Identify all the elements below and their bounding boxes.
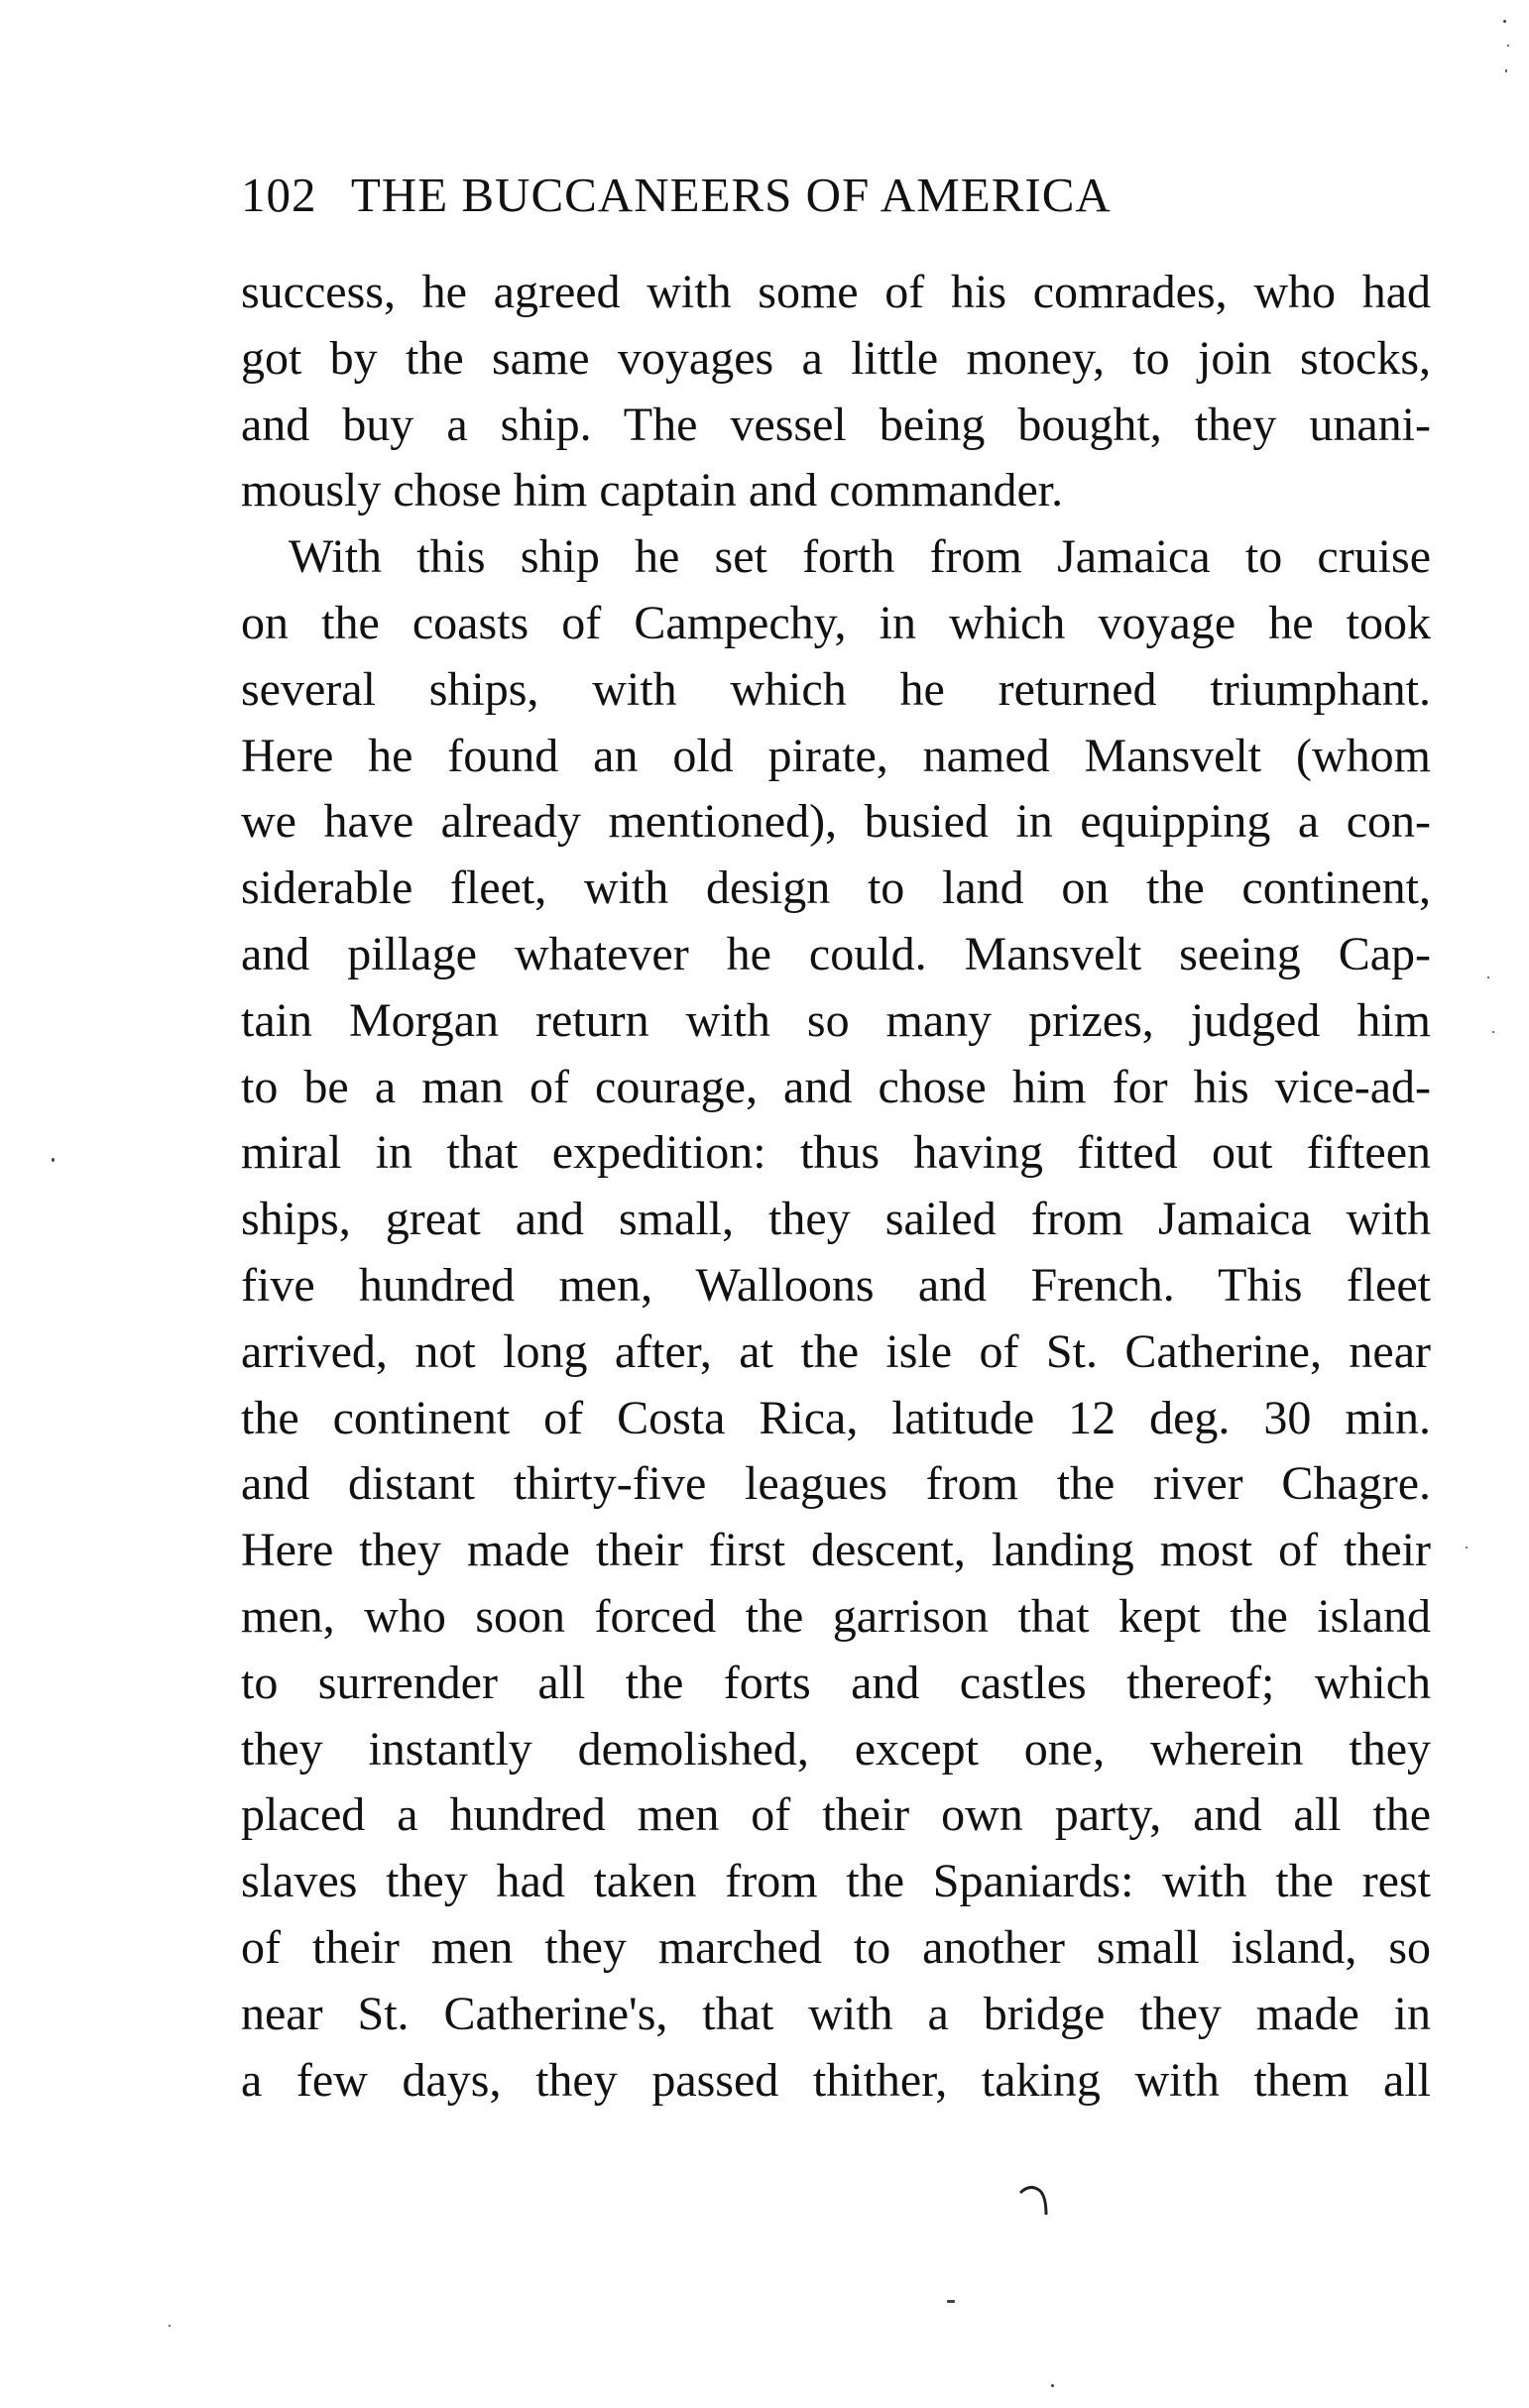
text-line: slaves they had taken from the Spaniards: with the rest [241,1855,1431,1908]
text-line: men, who soon forced the garrison that kept the island [241,1589,1431,1643]
body-text [241,260,1431,2114]
stray-mark [1016,2181,1056,2221]
text-line: ships, great and small, they sailed from Jamaica with [241,1193,1431,1246]
text-line: five hundred men, Walloons and French. This fleet [241,1258,1431,1312]
running-head [241,167,1332,236]
text-line: they instantly demolished, except one, wherein they [241,1722,1431,1776]
paragraph [241,260,1431,524]
text-line: Here he found an old pirate, named Mansvelt (whom [241,729,1431,782]
speck [1503,20,1506,23]
speck [169,2325,171,2327]
speck [1505,69,1507,72]
text-line: we have already mentioned), busied in equipping a con- [241,795,1431,849]
text-line: and distant thirty-five leagues from the river Chagre. [241,1457,1431,1511]
text-line: near St. Catherine's, that with a bridge they made in [241,1987,1431,2040]
speck [1466,1547,1468,1548]
text-line: got by the same voyages a little money, to join stocks, [241,331,1431,385]
text-line: to surrender all the forts and castles thereof; which [241,1656,1431,1709]
text-line: mously chose him captain and commander. [241,464,1064,517]
paragraph [241,524,1431,2114]
speck [1051,2384,1054,2387]
speck [1507,45,1509,47]
text-line: Here they made their first descent, landing most of their [241,1524,1431,1577]
text-line: tain Morgan return with so many prizes, judged him [241,993,1431,1047]
text-line: siderable fleet, with design to land on the continent, [241,861,1431,915]
page-number: 102 [241,168,317,222]
speck [947,2300,955,2303]
speck [52,1158,55,1162]
text-line: and buy a ship. The vessel being bought, they unani- [241,398,1431,451]
text-line: miral in that expedition: thus having fitted out fifteen [241,1126,1431,1180]
text-line: to be a man of courage, and chose him for his vice-ad- [241,1060,1431,1113]
text-line: several ships, with which he returned triumphant. [241,662,1431,716]
text-line: success, he agreed with some of his comrades, who had [241,266,1431,318]
text-line: With this ship he set forth from Jamaica to cruise [289,530,1431,584]
text-line: and pillage whatever he could. Mansvelt seeing Cap- [241,927,1431,980]
text-line: placed a hundred men of their own party, and all the [241,1788,1431,1842]
speck [1487,976,1489,978]
text-line: on the coasts of Campechy, in which voyage he took [241,596,1431,649]
text-line: a few days, they passed thither, taking with them all [241,2053,1431,2107]
text-line: of their men they marched to another small island, so [241,1920,1431,1974]
text-line: the continent of Costa Rica, latitude 12 deg. 30 min. [241,1391,1431,1444]
running-title: THE BUCCANEERS OF AMERICA [350,168,1112,222]
text-line: arrived, not long after, at the isle of St. Catherine, near [241,1324,1431,1378]
speck [1492,1031,1494,1033]
